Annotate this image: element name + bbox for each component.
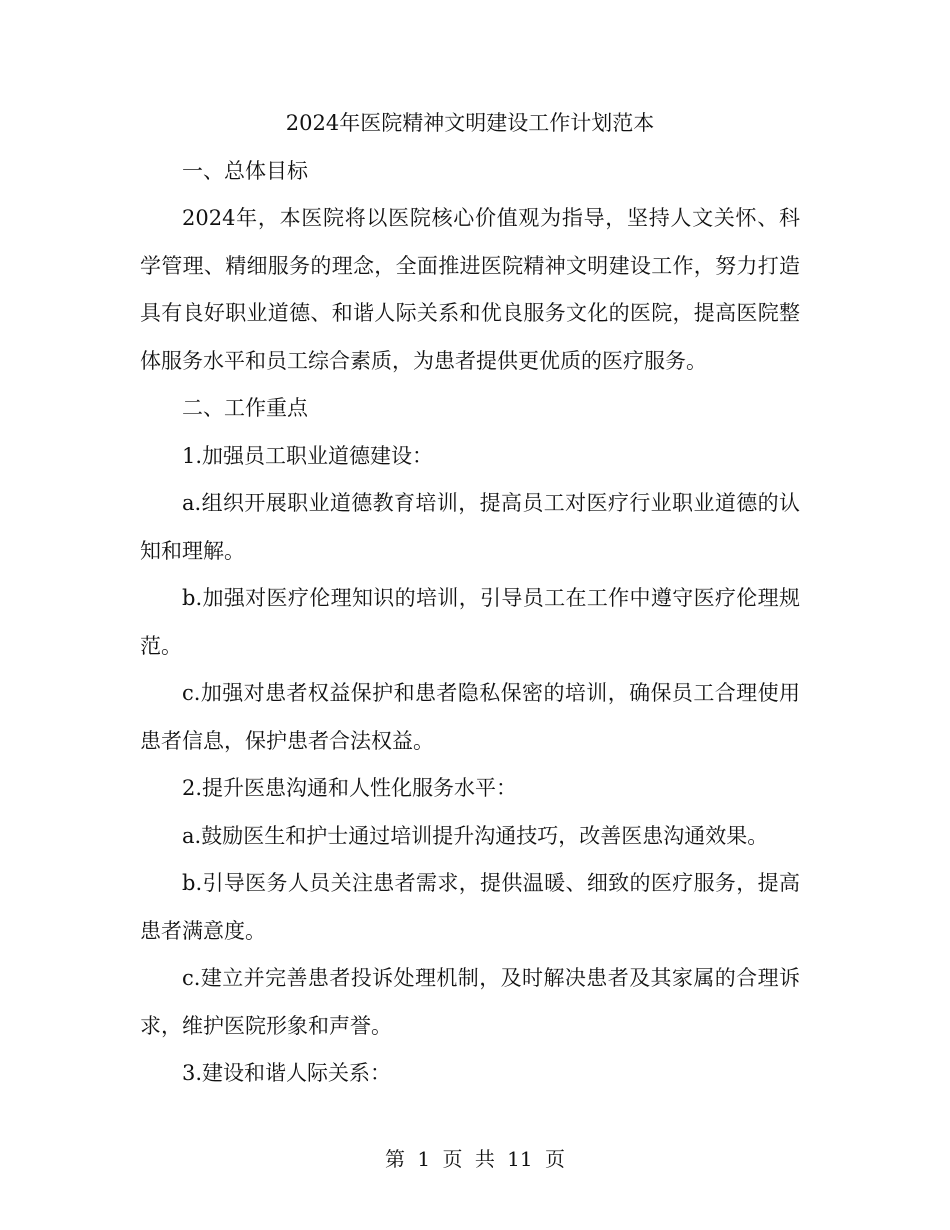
subheading-ethics: 1.加强员工职业道德建设： — [182, 443, 434, 468]
subheading-communication: 2.提升医患沟通和人性化服务水平： — [182, 776, 518, 800]
section-heading-focus: 二、工作重点 — [182, 396, 308, 420]
subheading-relations: 3.建设和谐人际关系： — [182, 1061, 392, 1085]
paragraph-communication-b: b.引导医务人员关注患者需求，提供温暖、细致的医疗服务，提高患者满意度。 — [140, 871, 800, 943]
paragraph-communication-c: c.建立并完善患者投诉处理机制，及时解决患者及其家属的合理诉求，维护医院形象和声誉。 — [140, 966, 800, 1038]
footer-current-page: 1 — [417, 1147, 431, 1171]
document-body — [140, 100, 800, 1098]
paragraph-ethics-a: a.组织开展职业道德教育培训，提高员工对医疗行业职业道德的认知和理解。 — [140, 491, 800, 563]
page-footer — [0, 1144, 950, 1174]
document-title: 2024年医院精神文明建设工作计划范本 — [285, 111, 655, 135]
paragraph-goals: 2024年，本医院将以医院核心价值观为指导，坚持人文关怀、科学管理、精细服务的理念，全面推进医院精神文明建设工作，努力打造具有良好职业道德、和谐人际关系和优良服务文化的医院，提高医院整体服务水平和员工综合素质，为患者提供更优质的医疗服务。 — [140, 206, 800, 373]
footer-label-page: 第 — [385, 1147, 405, 1171]
footer-label-unit: 页 — [442, 1147, 463, 1171]
paragraph-communication-a: a.鼓励医生和护士通过培训提升沟通技巧，改善医患沟通效果。 — [182, 823, 769, 848]
section-heading-goals: 一、总体目标 — [182, 158, 308, 183]
footer-total-pages: 11 — [507, 1147, 533, 1171]
paragraph-ethics-c: c.加强对患者权益保护和患者隐私保密的培训，确保员工合理使用患者信息，保护患者合法权益。 — [140, 681, 800, 753]
footer-label-unit-2: 页 — [544, 1147, 565, 1171]
footer-label-total: 共 — [474, 1147, 495, 1171]
paragraph-ethics-b: b.加强对医疗伦理知识的培训，引导员工在工作中遵守医疗伦理规范。 — [140, 586, 800, 658]
